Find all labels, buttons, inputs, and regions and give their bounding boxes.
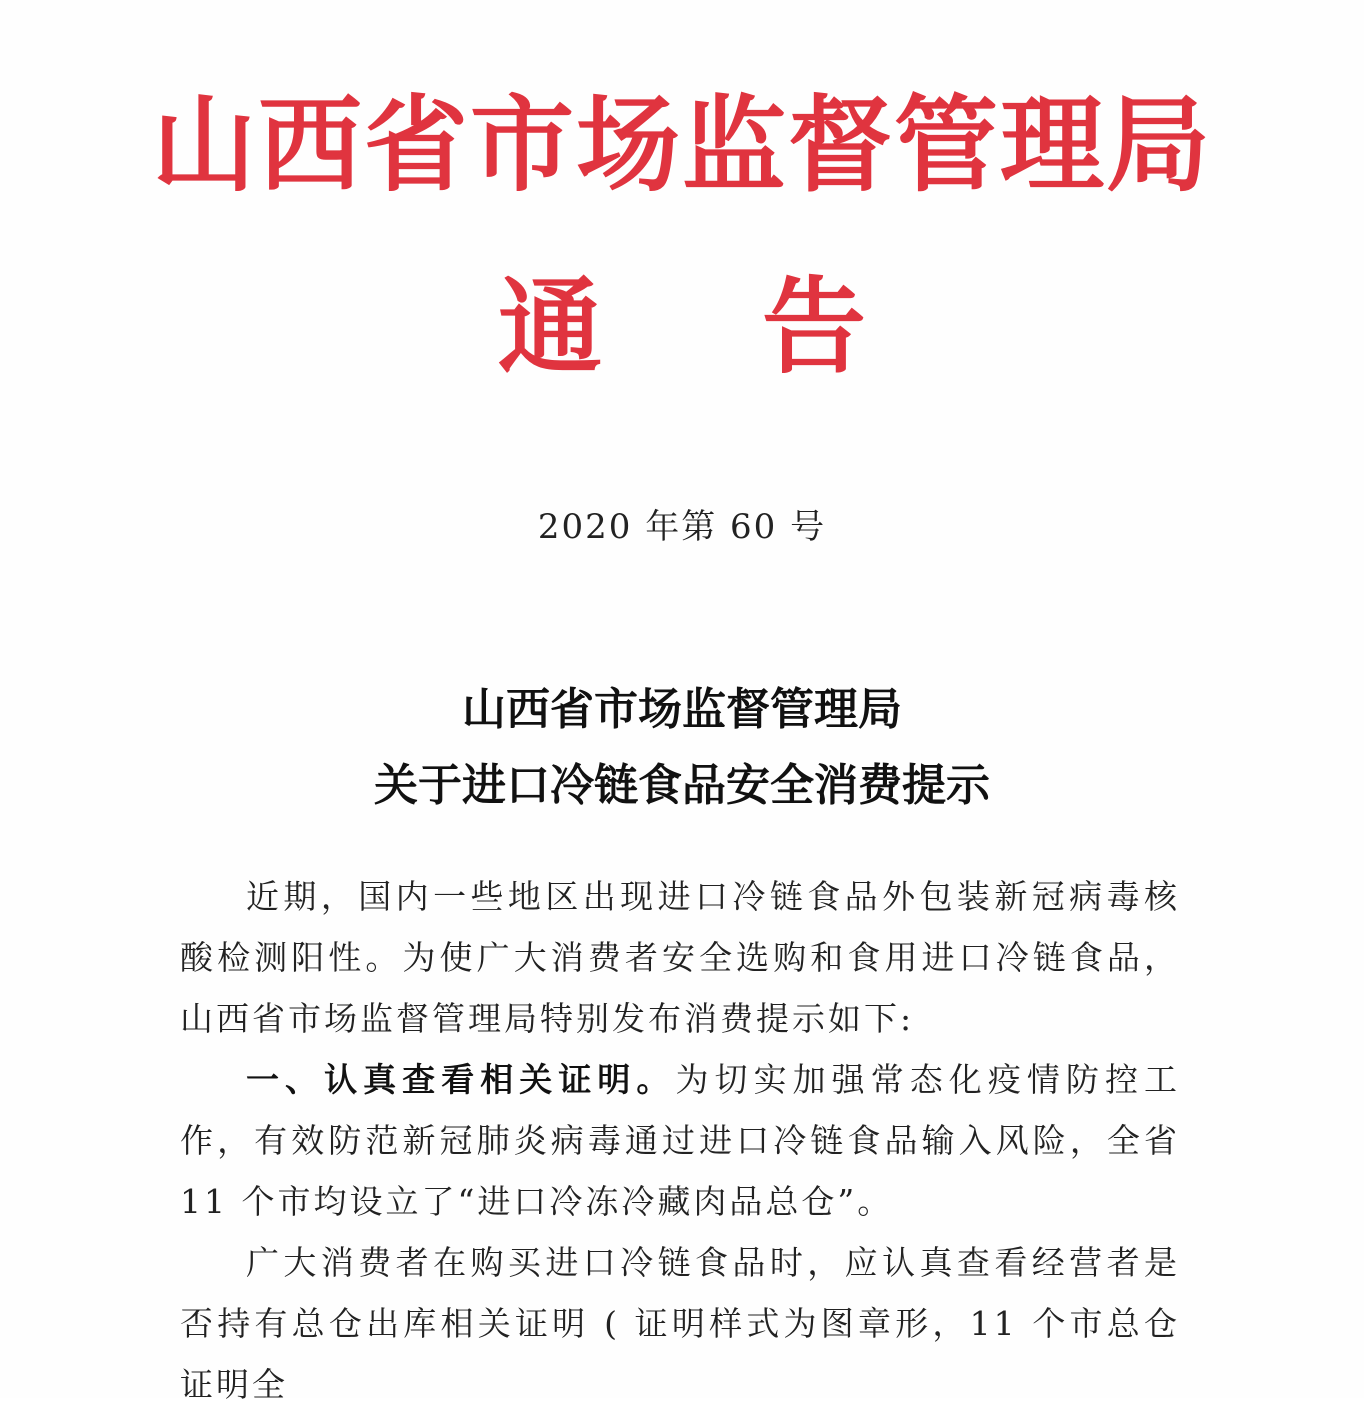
section1-heading: 一、认真查看相关证明。 <box>246 1060 676 1099</box>
document-type: 通告 <box>497 265 1026 388</box>
body-paragraph-consumers: 广大消费者在购买进口冷链食品时，应认真查看经营者是否持有总仓出库相关证明 ( 证明样式为图章形，11 个市总仓证明全 <box>180 1243 1180 1404</box>
section1-text: 为切实加强常态化疫情防控工作，有效防范新冠肺炎病毒通过进口冷链食品输入风险，全省 11 个市均设立了“进口冷冻冷藏肉品总仓”。 <box>180 1060 1181 1221</box>
document-title-line2: 关于进口冷链食品安全消费提示 <box>374 760 990 811</box>
body-paragraph-section1 <box>180 1049 1180 1232</box>
document-body <box>180 866 1180 1415</box>
document-title-line1: 山西省市场监督管理局 <box>462 684 902 735</box>
document-number: 2020 年第 60 号 <box>537 507 827 547</box>
body-paragraph-intro: 近期，国内一些地区出现进口冷链食品外包装新冠病毒核酸检测阳性。为使广大消费者安全选购和食用进口冷链食品，山西省市场监督管理局特别发布消费提示如下: <box>180 877 1180 1038</box>
organization-header: 山西省市场监督管理局 <box>151 83 1212 206</box>
